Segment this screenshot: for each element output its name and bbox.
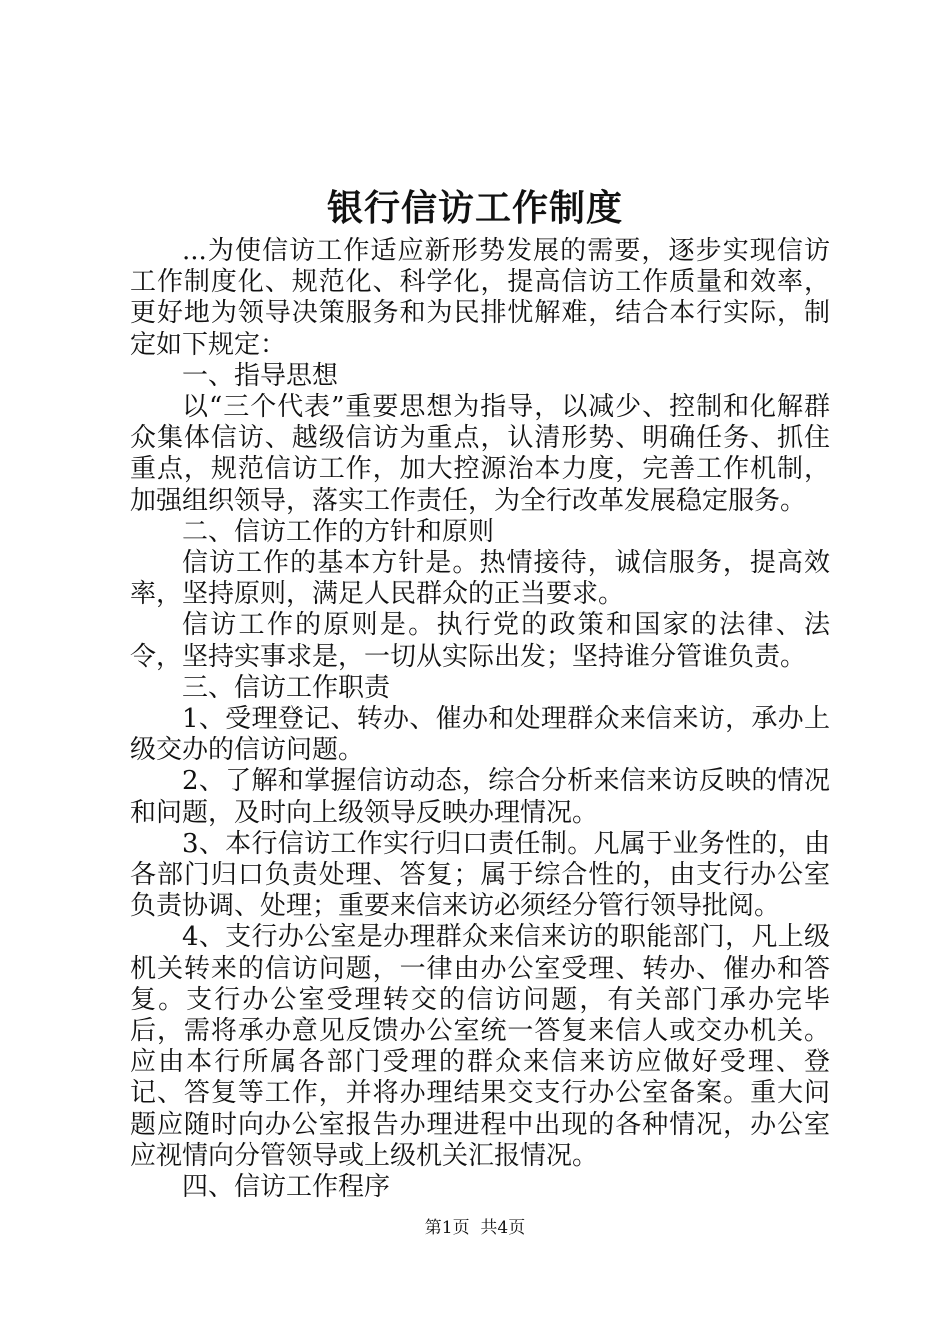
paragraph-basic-policy: 信访工作的基本方针是。热情接待，诚信服务，提高效率，坚持原则，满足人民群众的正当要求。: [130, 548, 830, 610]
paragraph-duty-1: 1、受理登记、转办、催办和处理群众来信来访，承办上级交办的信访问题。: [130, 704, 830, 766]
paragraph-duty-4: 4、支行办公室是办理群众来信来访的职能部门，凡上级机关转来的信访问题，一律由办公室受理、转办、催办和答复。支行办公室受理转交的信访问题，有关部门承办完毕后，需将承办意见反馈办公室统一答复来信人或交办机关。应由本行所属各部门受理的群众来信来访应做好受理、登记、答复等工作，并将办理结果交支行办公室备案。重大问题应随时向办公室报告办理进程中出现的各种情况，办公室应视情向分管领导或上级机关汇报情况。: [130, 922, 830, 1171]
paragraph-duty-3: 3、本行信访工作实行归口责任制。凡属于业务性的，由各部门归口负责处理、答复；属于综合性的，由支行办公室负责协调、处理；重要来信来访必须经分管行领导批阅。: [130, 828, 830, 922]
section-heading-4: 四、信访工作程序: [182, 1172, 391, 1203]
document-title: 银行信访工作制度: [326, 187, 623, 229]
paragraph-principles: 信访工作的原则是。执行党的政策和国家的法律、法令，坚持实事求是，一切从实际出发；坚持谁分管谁负责。: [130, 610, 830, 672]
section-heading-3: 三、信访工作职责: [182, 672, 391, 703]
paragraph-intro: ...为使信访工作适应新形势发展的需要，逐步实现信访工作制度化、规范化、科学化，提高信访工作质量和效率，更好地为领导决策服务和为民排忧解难，结合本行实际，制定如下规定：: [130, 236, 830, 360]
paragraph-guiding-thought: 以“三个代表”重要思想为指导，以减少、控制和化解群众集体信访、越级信访为重点，认清形势、明确任务、抓住重点，规范信访工作，加大控源治本力度，完善工作机制，加强组织领导，落实工作责任，为全行改革发展稳定服务。: [130, 392, 830, 516]
document-body: [130, 236, 830, 1203]
paragraph-duty-2: 2、了解和掌握信访动态，综合分析来信来访反映的情况和问题，及时向上级领导反映办理情况。: [130, 766, 830, 828]
page-number: 第1页 共4页: [424, 1218, 526, 1238]
section-heading-1: 一、指导思想: [182, 360, 339, 391]
page-footer: [0, 1216, 950, 1240]
section-heading-2: 二、信访工作的方针和原则: [182, 516, 495, 547]
